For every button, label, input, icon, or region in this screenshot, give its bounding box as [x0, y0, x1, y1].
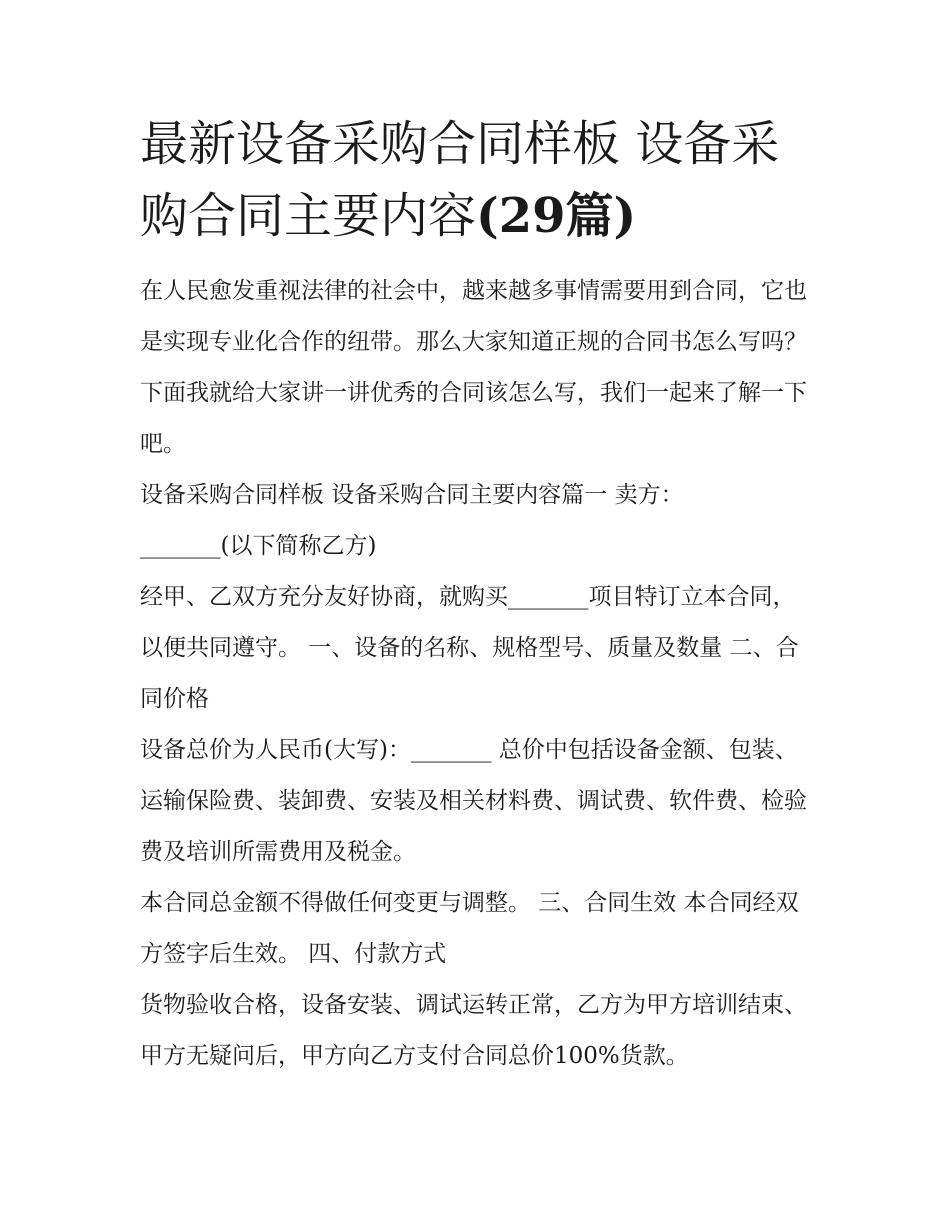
section-heading-paragraph: 设备采购合同样板 设备采购合同主要内容篇一 卖方： [140, 482, 684, 508]
payment-paragraph: 货物验收合格，设备安装、调试运转正常，乙方为甲方培训结束、甲方无疑问后，甲方向乙方支付合同总价100%货款。 [140, 992, 807, 1069]
seller-blank-paragraph: _______(以下简称乙方) [140, 533, 377, 559]
price-paragraph: 设备总价为人民币(大写)：_______ 总价中包括设备金额、包装、运输保险费、装卸费、安装及相关材料费、调试费、软件费、检验费及培训所需费用及税金。 [140, 737, 807, 865]
title-suffix: (29篇) [476, 188, 637, 244]
title-main: 最新设备采购合同样板 设备采购合同主要内容 [140, 116, 780, 244]
document-title [140, 108, 816, 252]
amount-paragraph: 本合同总金额不得做任何变更与调整。 三、合同生效 本合同经双方签字后生效。 四、付款方式 [140, 890, 799, 967]
intro-paragraph: 在人民愈发重视法律的社会中，越来越多事情需要用到合同，它也是实现专业化合作的纽带。那么大家知道正规的合同书怎么写吗？下面我就给大家讲一讲优秀的合同该怎么写，我们一起来了解一下吧。 [140, 278, 807, 457]
document-page [140, 108, 816, 1082]
agreement-paragraph: 经甲、乙双方充分友好协商，就购买_______项目特订立本合同，以便共同遵守。 一、设备的名称、规格型号、质量及数量 二、合同价格 [140, 584, 799, 712]
